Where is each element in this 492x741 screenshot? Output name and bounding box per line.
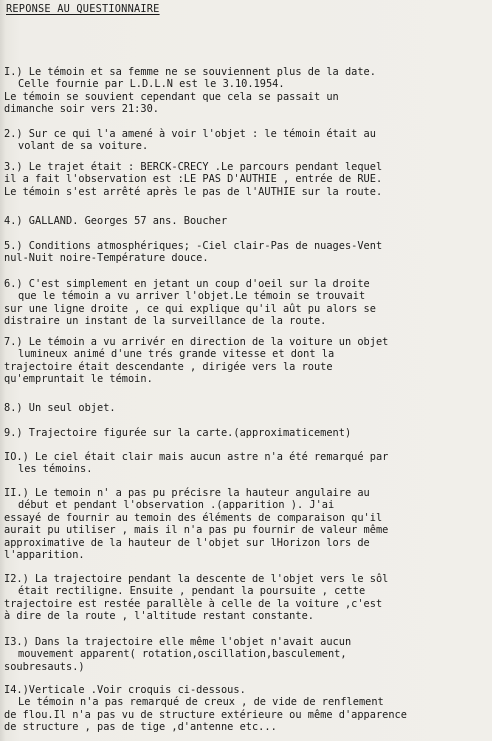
answer-line: I4.)Verticale .Voir croquis ci-dessous. (4, 684, 246, 696)
answer-line: 7.) Le témoin a vu arrivér en direction de la voiture un objet (4, 336, 389, 348)
answer-line: II.) Le temoin n' a pas pu précisre la hauteur angulaire au (4, 487, 370, 499)
answer-line: I2.) La trajectoire pendant la descente de l'objet vers le sôl (4, 573, 389, 585)
answer-line: 4.) GALLAND. Georges 57 ans. Boucher (4, 215, 228, 227)
answer-item-2 (4, 128, 488, 153)
answer-line: trajectoire était descendante , dirigée vers la route (4, 360, 333, 373)
answer-line: les témoins. (18, 463, 93, 476)
answer-line: 9.) Trajectoire figurée sur la carte.(approximaticement) (4, 427, 352, 439)
answer-item-3 (4, 161, 488, 198)
answer-item-12 (4, 573, 488, 623)
answer-item-13 (4, 636, 488, 673)
answer-line: il a fait l'observation est :LE PAS D'AUTHIE , entrée de RUE. (4, 173, 383, 186)
answer-line: dimanche soir vers 21:30. (4, 103, 159, 116)
answer-item-11 (4, 487, 488, 561)
answer-line: distraire un instant de la surveillance de la route. (4, 315, 327, 328)
answer-item-4 (4, 215, 488, 227)
answer-line: aurait pu utiliser , mais il n'a pas pu fournir de valeur même (4, 524, 389, 537)
answer-line: nul-Nuit noire-Température douce. (4, 252, 209, 265)
answer-item-6 (4, 278, 488, 328)
answer-line: Le témoin se souvient cependant que cela se passait un (4, 90, 339, 103)
answer-line: que le témoin a vu arriver l'objet.Le témoin se trouvait (18, 290, 366, 303)
answer-line: Celle fournie par L.D.L.N est le 3.10.1954. (18, 78, 285, 91)
answer-line: à dire de la route , l'altitude restant constante. (4, 610, 314, 623)
answer-line: qu'empruntait le témoin. (4, 373, 153, 386)
answer-item-1 (4, 66, 488, 116)
answer-item-14 (4, 684, 488, 734)
answer-line: de flou.Il n'a pas vu de structure extérieure ou même d'apparence (4, 708, 407, 721)
answer-line: l'apparition. (4, 548, 85, 561)
answer-line: sur une ligne droite , ce qui explique qu'il aût pu alors se (4, 302, 376, 315)
answer-line: de structure , pas de tige ,d'antenne etc... (4, 721, 277, 734)
answer-line: 6.) C'est simplement en jetant un coup d'oeil sur la droite (4, 278, 370, 290)
answer-line: I.) Le témoin et sa femme ne se souviennent plus de la date. (4, 66, 376, 78)
answer-line: 5.) Conditions atmosphériques; -Ciel clair-Pas de nuages-Vent (4, 240, 383, 252)
answer-line: lumineux animé d'une trés grande vitesse et dont la (18, 348, 335, 361)
answer-line: début et pendant l'observation .(apparition ). J'ai (18, 499, 335, 512)
answer-line: Le témoin n'a pas remarqué de creux , de vide de renflement (18, 696, 384, 709)
answer-line: 2.) Sur ce qui l'a amené à voir l'objet : le témoin était au (4, 128, 376, 140)
page-title: REPONSE AU QUESTIONNAIRE (6, 3, 160, 15)
answer-line: Le témoin s'est arrêté après le pas de l'AUTHIE sur la route. (4, 185, 383, 198)
answer-line: était rectiligne. Ensuite , pendant la poursuite , cette (18, 585, 366, 598)
answer-line: essayé de fournir au temoin des éléments de comparaison qu'il (4, 511, 383, 524)
answer-item-10 (4, 451, 488, 476)
answer-line: 8.) Un seul objet. (4, 402, 116, 414)
answer-item-8 (4, 402, 488, 414)
answer-line: trajectoire est restée parallèle à celle de la voiture ,c'est (4, 597, 383, 610)
answer-line: volant de sa voiture. (18, 140, 149, 153)
answer-item-9 (4, 427, 488, 439)
answer-item-5 (4, 240, 488, 265)
answer-line: IO.) Le ciel était clair mais aucun astre n'a été remarqué par (4, 451, 389, 463)
answer-line: soubresauts.) (4, 660, 85, 673)
answer-item-7 (4, 336, 488, 386)
answer-line: 3.) Le trajet était : BERCK-CRECY .Le parcours pendant lequel (4, 161, 383, 173)
answer-line: approximative de la hauteur de l'objet sur lHorizon lors de (4, 536, 370, 549)
answer-line: I3.) Dans la trajectoire elle même l'objet n'avait aucun (4, 636, 352, 648)
answer-line: mouvement apparent( rotation,oscillation,basculement, (18, 648, 347, 661)
